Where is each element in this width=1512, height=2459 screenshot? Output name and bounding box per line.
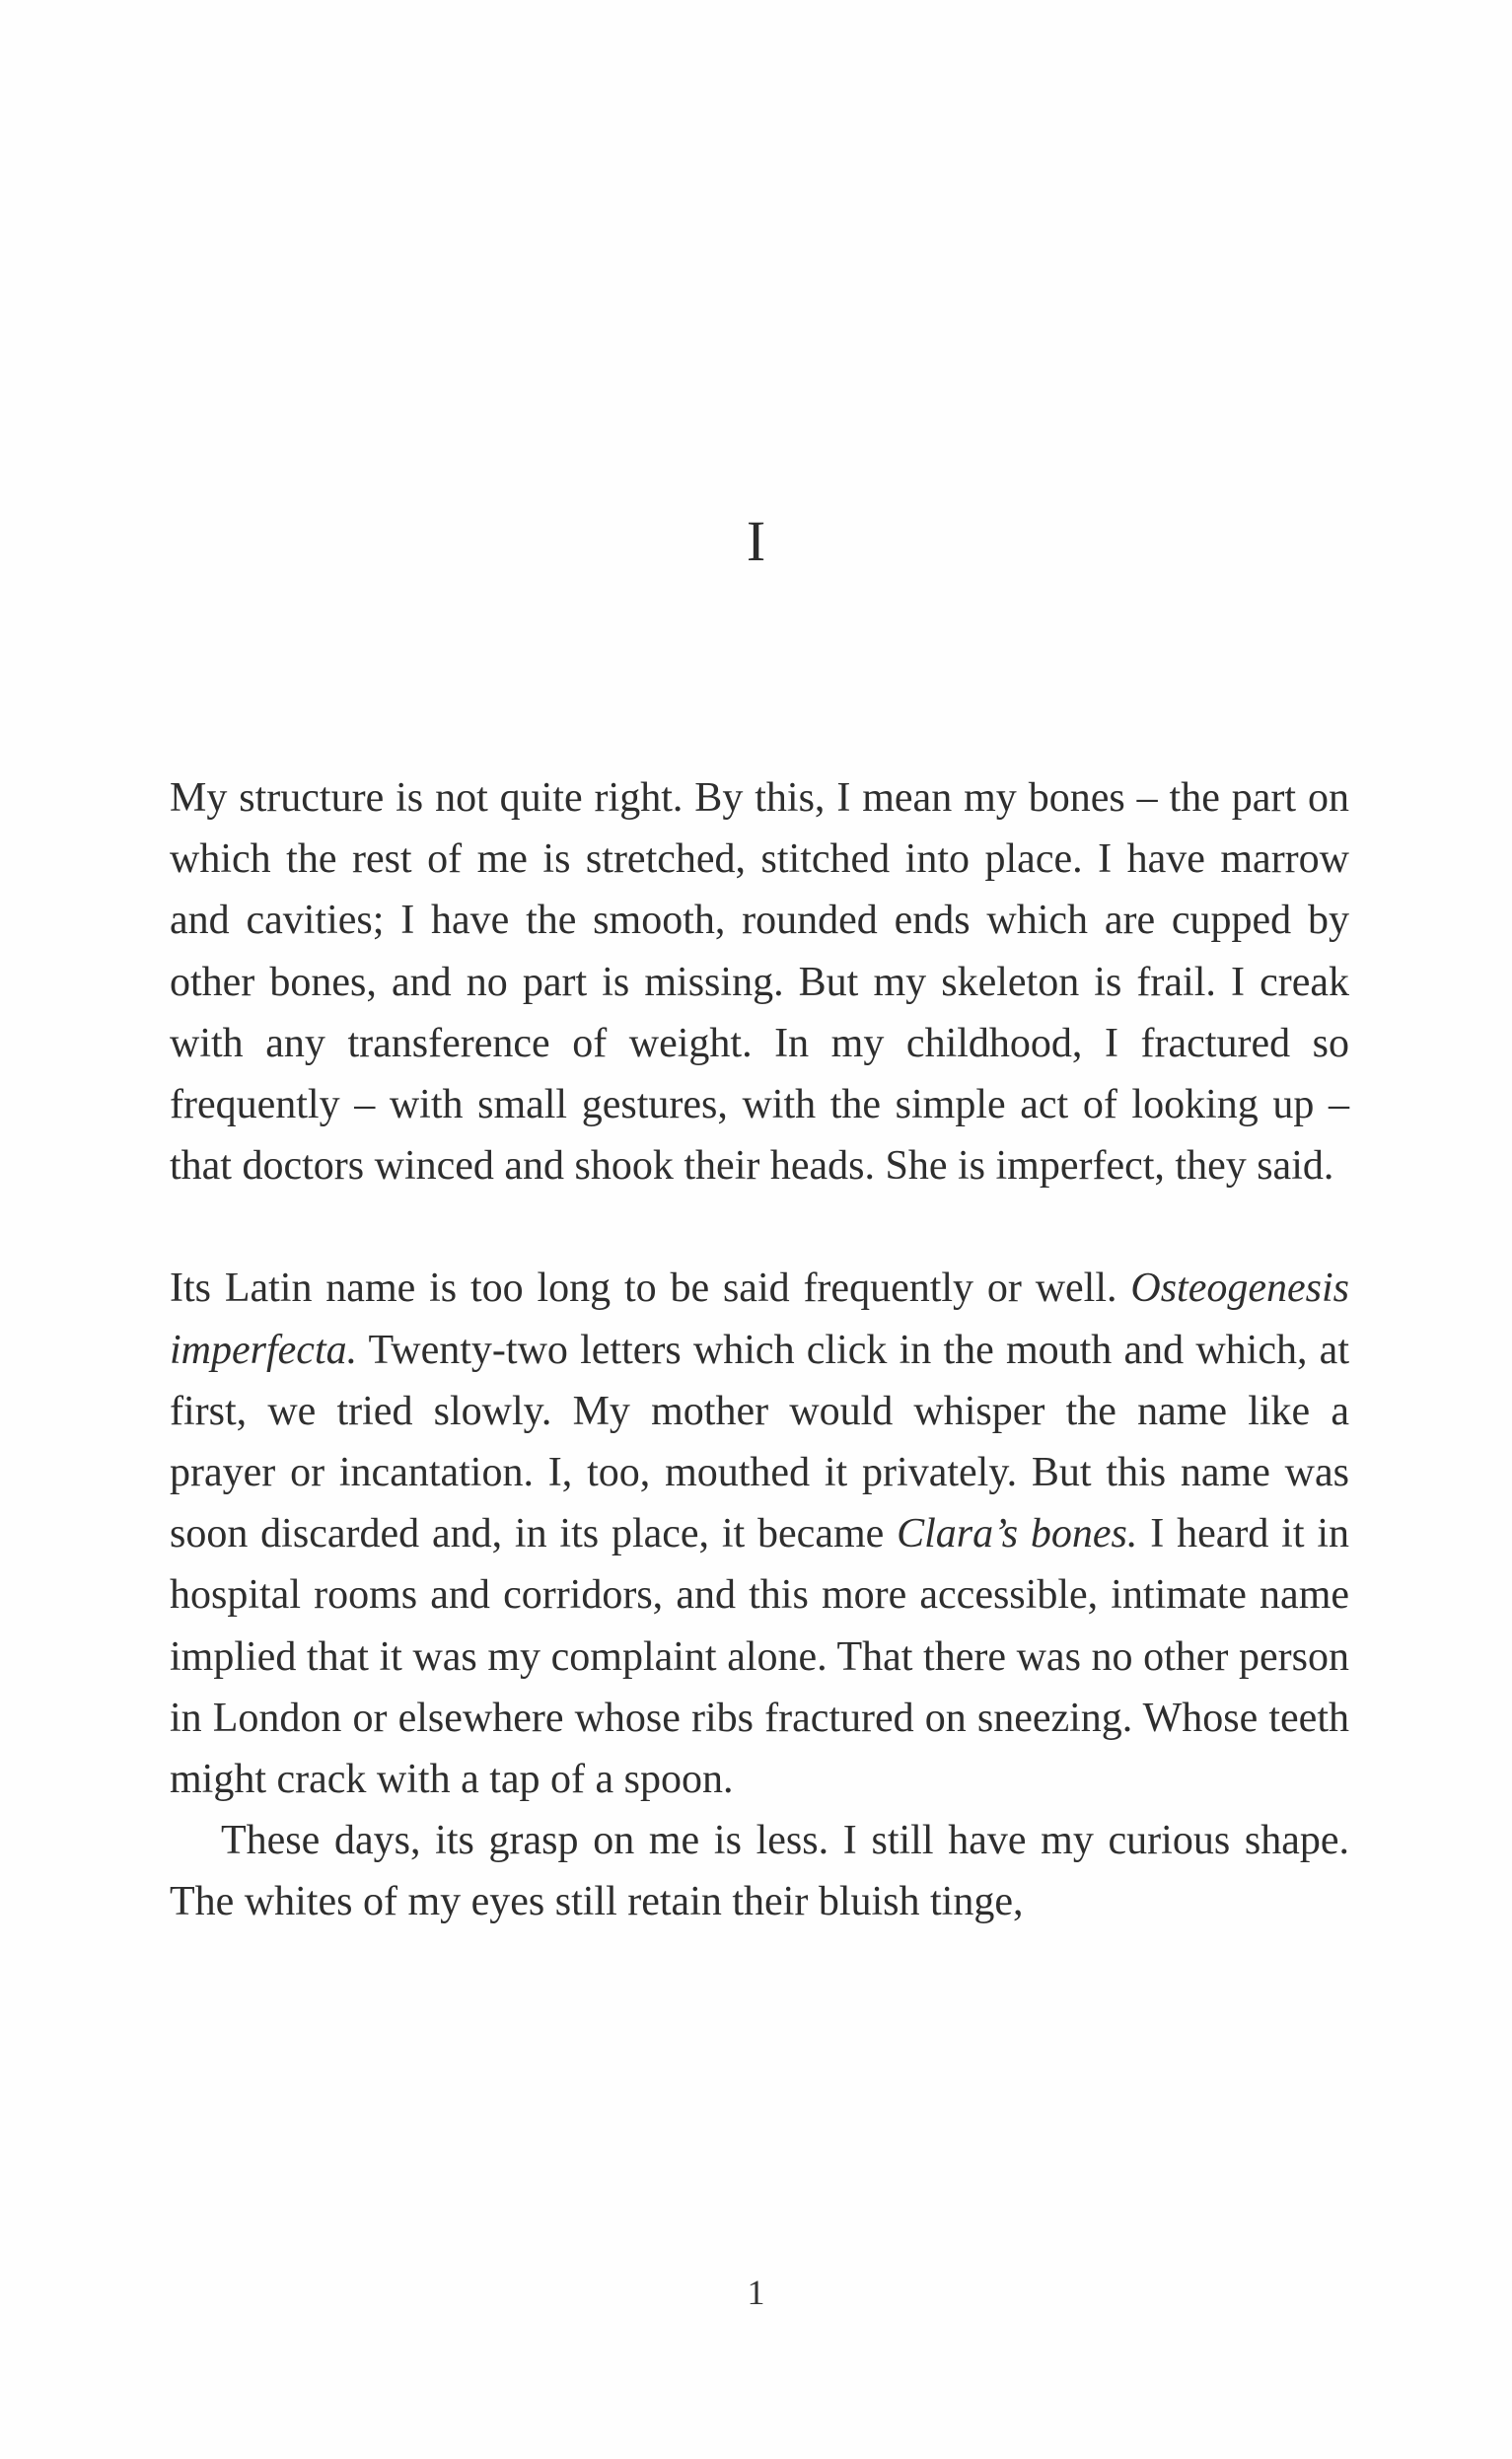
page-number: 1 bbox=[747, 2273, 765, 2312]
paragraph-2 bbox=[170, 1258, 1349, 1810]
paragraph-2-italic-name: Clara’s bones. bbox=[897, 1511, 1138, 1557]
paragraph-1 bbox=[170, 767, 1349, 1196]
paragraph-2-text-2: Twenty-two letters which click in the mouth and which, at first, we tried slowly. My mother would whisper the name like a prayer or incantation. I, too, mouthed it privately. But this name was soon discarded and, in its place, it became bbox=[170, 1327, 1349, 1557]
paragraph-2-text-1: Its Latin name is too long to be said frequently or well. bbox=[170, 1266, 1131, 1312]
body-text bbox=[170, 767, 1349, 1933]
paragraph-3 bbox=[170, 1810, 1349, 1932]
chapter-number: I bbox=[746, 509, 766, 573]
paragraph-3-text: These days, its grasp on me is less. I still have my curious shape. The whites of my eyes still retain their bluish tinge, bbox=[170, 1818, 1349, 1925]
paragraph-2-text-3: I heard it in hospital rooms and corridors, and this more accessible, intimate name implied that it was my complaint alone. That there was no other person in London or elsewhere whose ribs fractured on sneezing. Whose teeth might crack with a tap of a spoon. bbox=[170, 1511, 1350, 1803]
paragraph-2-italic-term: Osteogenesis imperfecta. bbox=[170, 1266, 1349, 1373]
paragraph-1-text: My structure is not quite right. By this, I mean my bones – the part on which the rest of me is stretched, stitched into place. I have marrow and cavities; I have the smooth, rounded ends which are cupped by other bones, and no part is missing. But my skeleton is frail. I creak with any transference of weight. In my childhood, I fractured so frequently – with small gestures, with the simple act of looking up – that doctors winced and shook their heads. She is imperfect, they said. bbox=[170, 775, 1349, 1190]
